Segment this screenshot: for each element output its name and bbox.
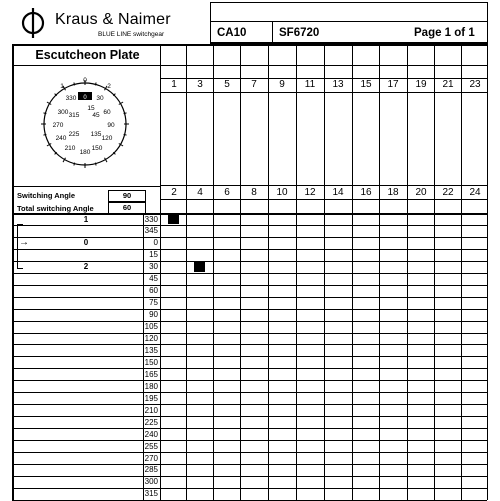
angle-cell: 150 bbox=[144, 357, 158, 367]
table-row-line bbox=[12, 225, 487, 226]
header-line bbox=[210, 21, 487, 22]
dial-label: 90 bbox=[107, 122, 115, 129]
table-row-line bbox=[12, 237, 487, 238]
table-row-line bbox=[12, 297, 487, 298]
brand-subtitle: BLUE LINE switchgear bbox=[98, 31, 165, 38]
angle-cell: 255 bbox=[144, 441, 158, 451]
angle-cell: 225 bbox=[144, 417, 158, 427]
angle-cell: 345 bbox=[144, 226, 158, 236]
table-row-line bbox=[12, 309, 487, 310]
closed-contact-mark bbox=[194, 262, 205, 272]
contact-number-top: 17 bbox=[387, 79, 399, 90]
header-border bbox=[210, 2, 211, 44]
table-row-line bbox=[12, 333, 487, 334]
contact-number-bottom: 16 bbox=[360, 187, 372, 198]
closed-contact-mark bbox=[168, 214, 179, 224]
total-switching-angle-value: 60 bbox=[122, 203, 132, 212]
table-row-line bbox=[12, 321, 487, 322]
contact-number-bottom: 2 bbox=[171, 187, 177, 198]
contact-number-bottom: 4 bbox=[197, 187, 203, 198]
contact-number-bottom: 20 bbox=[415, 187, 427, 198]
table-row-line bbox=[12, 464, 487, 465]
position-label: 2 bbox=[83, 262, 89, 272]
dial-label: 330 bbox=[65, 95, 77, 102]
table-row-line bbox=[12, 488, 487, 489]
header-border bbox=[210, 2, 487, 3]
table-row-line bbox=[12, 380, 487, 381]
angle-cell: 90 bbox=[149, 310, 158, 320]
total-switching-angle-label: Total switching Angle bbox=[17, 204, 94, 213]
dial-label: 120 bbox=[101, 135, 113, 142]
table-row-line bbox=[12, 285, 487, 286]
angle-cell: 285 bbox=[144, 465, 158, 475]
escutcheon-title: Escutcheon Plate bbox=[35, 48, 140, 62]
dial-label: 210 bbox=[64, 145, 76, 152]
table-top-line bbox=[12, 213, 487, 215]
angle-cell: 120 bbox=[144, 334, 158, 343]
dial-label: 60 bbox=[103, 109, 111, 116]
dial-label: 270 bbox=[52, 122, 64, 129]
dial-label: 225 bbox=[68, 131, 80, 138]
angle-cell: 60 bbox=[149, 286, 158, 296]
contact-number-top: 9 bbox=[279, 79, 285, 90]
contact-number-bottom: 8 bbox=[251, 187, 257, 198]
table-row-line bbox=[12, 440, 487, 441]
dial-label: 135 bbox=[90, 131, 102, 138]
page-indicator: Page 1 of 1 bbox=[414, 27, 475, 39]
contact-number-top: 21 bbox=[442, 79, 454, 90]
column-line bbox=[487, 44, 488, 500]
contact-number-top: 13 bbox=[332, 79, 344, 90]
contact-number-top: 3 bbox=[197, 79, 203, 90]
table-row-line bbox=[12, 428, 487, 429]
escutcheon-dial bbox=[16, 70, 159, 185]
dial-label: 240 bbox=[55, 135, 67, 142]
table-row-line bbox=[12, 476, 487, 477]
phi-logo-icon bbox=[18, 6, 48, 40]
dial-label: 30 bbox=[96, 95, 104, 102]
contact-number-top: 7 bbox=[251, 79, 257, 90]
contact-number-top: 23 bbox=[469, 79, 481, 90]
table-row-line bbox=[12, 344, 487, 345]
dial-label: 0 bbox=[83, 77, 87, 84]
switching-angle-box bbox=[108, 190, 146, 202]
brand-logo bbox=[18, 6, 208, 40]
angle-cell: 45 bbox=[149, 274, 158, 284]
dial-label: 2 bbox=[107, 83, 111, 90]
dial-label: 150 bbox=[91, 145, 103, 152]
angle-cell: 0 bbox=[153, 238, 158, 248]
brand-name: Kraus & Naimer bbox=[55, 11, 171, 28]
dial-label: 45 bbox=[92, 112, 100, 119]
frame-line bbox=[12, 44, 487, 46]
table-row-line bbox=[12, 368, 487, 369]
angle-cell: 240 bbox=[144, 429, 158, 439]
angle-cell: 270 bbox=[144, 453, 158, 463]
table-row-line bbox=[12, 392, 487, 393]
frame-line bbox=[12, 65, 160, 66]
angle-cell: 195 bbox=[144, 393, 158, 403]
contact-number-bottom: 18 bbox=[387, 187, 399, 198]
table-row-line bbox=[12, 416, 487, 417]
table-row-line bbox=[12, 249, 487, 250]
angle-cell: 315 bbox=[144, 489, 158, 499]
contact-number-bottom: 6 bbox=[224, 187, 230, 198]
angle-cell: 300 bbox=[144, 477, 158, 487]
program-label: SF6720 bbox=[279, 27, 320, 39]
angle-cell: 15 bbox=[149, 250, 158, 260]
switching-angle-label: Switching Angle bbox=[17, 191, 76, 200]
contact-number-top: 1 bbox=[171, 79, 177, 90]
dial-pointer-label: 0 bbox=[83, 95, 87, 101]
angle-cell: 165 bbox=[144, 369, 158, 379]
table-row-line bbox=[12, 452, 487, 453]
dial-label: 15 bbox=[87, 105, 95, 112]
angle-cell: 210 bbox=[144, 405, 158, 415]
table-row-line bbox=[12, 356, 487, 357]
frame-line bbox=[12, 186, 160, 187]
table-row-line bbox=[12, 273, 487, 274]
contact-number-bottom: 14 bbox=[332, 187, 344, 198]
angle-cell: 180 bbox=[144, 381, 158, 391]
dial-label: 315 bbox=[68, 112, 80, 119]
angle-cell: 75 bbox=[149, 298, 158, 308]
dial-label: 1 bbox=[60, 83, 64, 90]
angle-cell: 135 bbox=[144, 345, 158, 355]
dial-label: 300 bbox=[57, 109, 69, 116]
position-label: 1 bbox=[83, 214, 89, 224]
current-position-arrow-icon: → bbox=[19, 237, 29, 248]
angle-cell: 330 bbox=[144, 214, 158, 224]
contact-number-top: 19 bbox=[415, 79, 427, 90]
contact-number-bottom: 24 bbox=[469, 187, 481, 198]
contact-number-top: 11 bbox=[304, 79, 316, 90]
table-row-line bbox=[12, 404, 487, 405]
contact-number-bottom: 22 bbox=[442, 187, 454, 198]
position-label: 0 bbox=[83, 238, 89, 248]
model-label: CA10 bbox=[217, 27, 247, 39]
angle-cell: 105 bbox=[144, 322, 158, 332]
switching-angle-value: 90 bbox=[122, 191, 132, 200]
contact-number-bottom: 10 bbox=[276, 187, 288, 198]
header-line bbox=[272, 21, 273, 42]
contact-number-bottom: 12 bbox=[304, 187, 316, 198]
contact-number-top: 15 bbox=[360, 79, 372, 90]
angle-cell: 30 bbox=[149, 262, 158, 272]
table-row-line bbox=[12, 261, 487, 262]
dial-label: 180 bbox=[79, 149, 91, 156]
header-border bbox=[487, 2, 488, 44]
contact-number-top: 5 bbox=[224, 79, 230, 90]
